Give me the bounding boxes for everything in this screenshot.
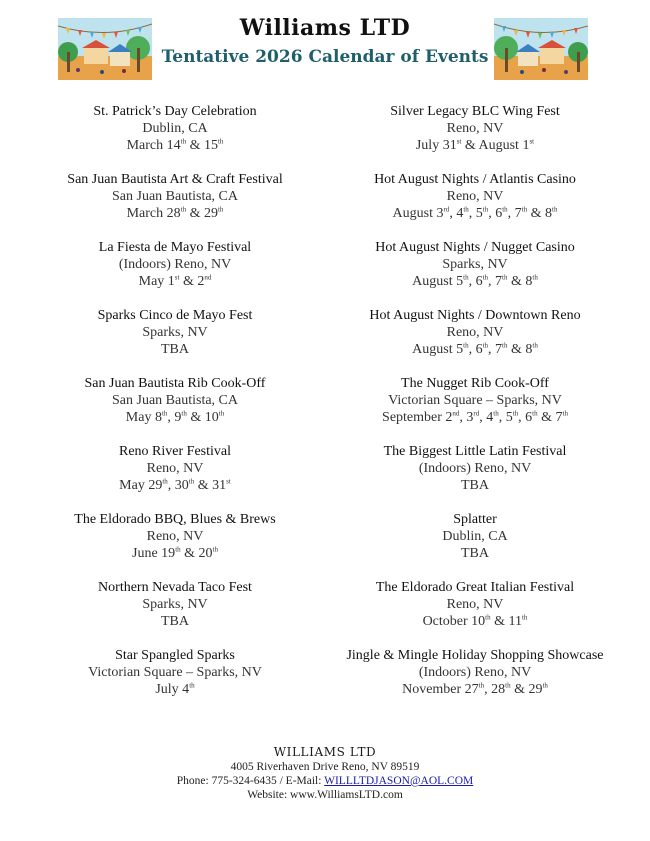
festival-illustration-left [58, 18, 152, 80]
event-name: The Eldorado BBQ, Blues & Brews [74, 512, 276, 527]
footer-email-link[interactable]: WILLLTDJASON@AOL.COM [324, 775, 474, 787]
event-date: October 10th & 11th [422, 613, 528, 629]
event-location: Reno, NV [446, 189, 504, 204]
event-location: Dublin, CA [442, 529, 508, 544]
event-date: TBA [461, 478, 489, 493]
event-date: TBA [161, 614, 189, 629]
event-name: Sparks Cinco de Mayo Fest [97, 308, 253, 323]
event-entry [25, 511, 325, 562]
event-entry [25, 375, 325, 426]
footer-website: Website: www.WilliamsLTD.com [247, 789, 403, 801]
event-entry [325, 103, 625, 154]
event-name: Northern Nevada Taco Fest [98, 580, 252, 595]
event-location: (Indoors) Reno, NV [418, 665, 532, 680]
event-name: Hot August Nights / Atlantis Casino [374, 172, 576, 187]
event-name: San Juan Bautista Art & Craft Festival [67, 172, 283, 187]
event-name: The Nugget Rib Cook-Off [401, 376, 549, 391]
event-location: Reno, NV [446, 121, 504, 136]
event-entry [25, 443, 325, 494]
event-entry [25, 647, 325, 698]
event-location: San Juan Bautista, CA [112, 189, 238, 204]
footer-phone: Phone: 775-324-6435 / E-Mail: [176, 775, 325, 787]
event-entry [25, 239, 325, 290]
event-location: Sparks, NV [442, 257, 508, 272]
event-name: Splatter [453, 512, 497, 527]
event-date: June 19th & 20th [132, 545, 218, 561]
event-location: (Indoors) Reno, NV [118, 257, 232, 272]
event-date: March 14th & 15th [126, 137, 224, 153]
event-entry [25, 171, 325, 222]
event-date: September 2nd, 3rd, 4th, 5th, 6th & 7th [382, 409, 568, 425]
event-entry [25, 103, 325, 154]
event-date: May 29th, 30th & 31st [119, 477, 231, 493]
footer-address: 4005 Riverhaven Drive Reno, NV 89519 [230, 761, 420, 773]
event-location: Sparks, NV [142, 597, 208, 612]
document-footer [0, 744, 650, 802]
event-location: Dublin, CA [142, 121, 208, 136]
event-date: November 27th, 28th & 29th [402, 681, 548, 697]
event-entry [25, 579, 325, 630]
event-location: Victorian Square – Sparks, NV [88, 665, 262, 680]
event-date: July 31st & August 1st [415, 137, 535, 153]
event-date: TBA [461, 546, 489, 561]
event-name: Silver Legacy BLC Wing Fest [390, 104, 560, 119]
company-title: Williams LTD [239, 15, 411, 41]
footer-company: WILLIAMS LTD [273, 745, 377, 759]
event-date: August 3rd, 4th, 5th, 6th, 7th & 8th [392, 205, 558, 221]
event-location: Reno, NV [146, 529, 204, 544]
event-name: The Eldorado Great Italian Festival [375, 580, 575, 595]
event-location: Reno, NV [446, 597, 504, 612]
event-date: July 4th [155, 681, 195, 697]
event-name: Hot August Nights / Nugget Casino [375, 240, 575, 255]
event-name: La Fiesta de Mayo Festival [98, 240, 252, 255]
event-entry [325, 443, 625, 494]
event-date: August 5th, 6th, 7th & 8th [412, 273, 538, 289]
event-date: March 28th & 29th [126, 205, 224, 221]
event-name: The Biggest Little Latin Festival [383, 444, 567, 459]
event-name: St. Patrick’s Day Celebration [93, 104, 257, 119]
event-date: TBA [161, 342, 189, 357]
event-name: Star Spangled Sparks [115, 648, 235, 663]
event-location: Sparks, NV [142, 325, 208, 340]
event-location: Reno, NV [146, 461, 204, 476]
event-entry [325, 579, 625, 630]
footer-contact [0, 774, 650, 788]
calendar-subtitle: Tentative 2026 Calendar of Events [161, 47, 489, 67]
event-entry [325, 239, 625, 290]
event-entry [325, 171, 625, 222]
event-location: Reno, NV [446, 325, 504, 340]
event-location: San Juan Bautista, CA [112, 393, 238, 408]
event-entry [325, 511, 625, 562]
event-name: Hot August Nights / Downtown Reno [369, 308, 581, 323]
festival-illustration-right [494, 18, 588, 80]
event-name: Reno River Festival [119, 444, 231, 459]
event-date: August 5th, 6th, 7th & 8th [412, 341, 538, 357]
event-entry [325, 307, 625, 358]
event-location: (Indoors) Reno, NV [418, 461, 532, 476]
event-entry [25, 307, 325, 358]
event-date: May 8th, 9th & 10th [125, 409, 225, 425]
event-name: San Juan Bautista Rib Cook-Off [84, 376, 266, 391]
event-entry [325, 647, 625, 698]
event-entry [325, 375, 625, 426]
event-name: Jingle & Mingle Holiday Shopping Showcase [346, 648, 604, 663]
event-location: Victorian Square – Sparks, NV [388, 393, 562, 408]
event-date: May 1st & 2nd [138, 273, 212, 289]
